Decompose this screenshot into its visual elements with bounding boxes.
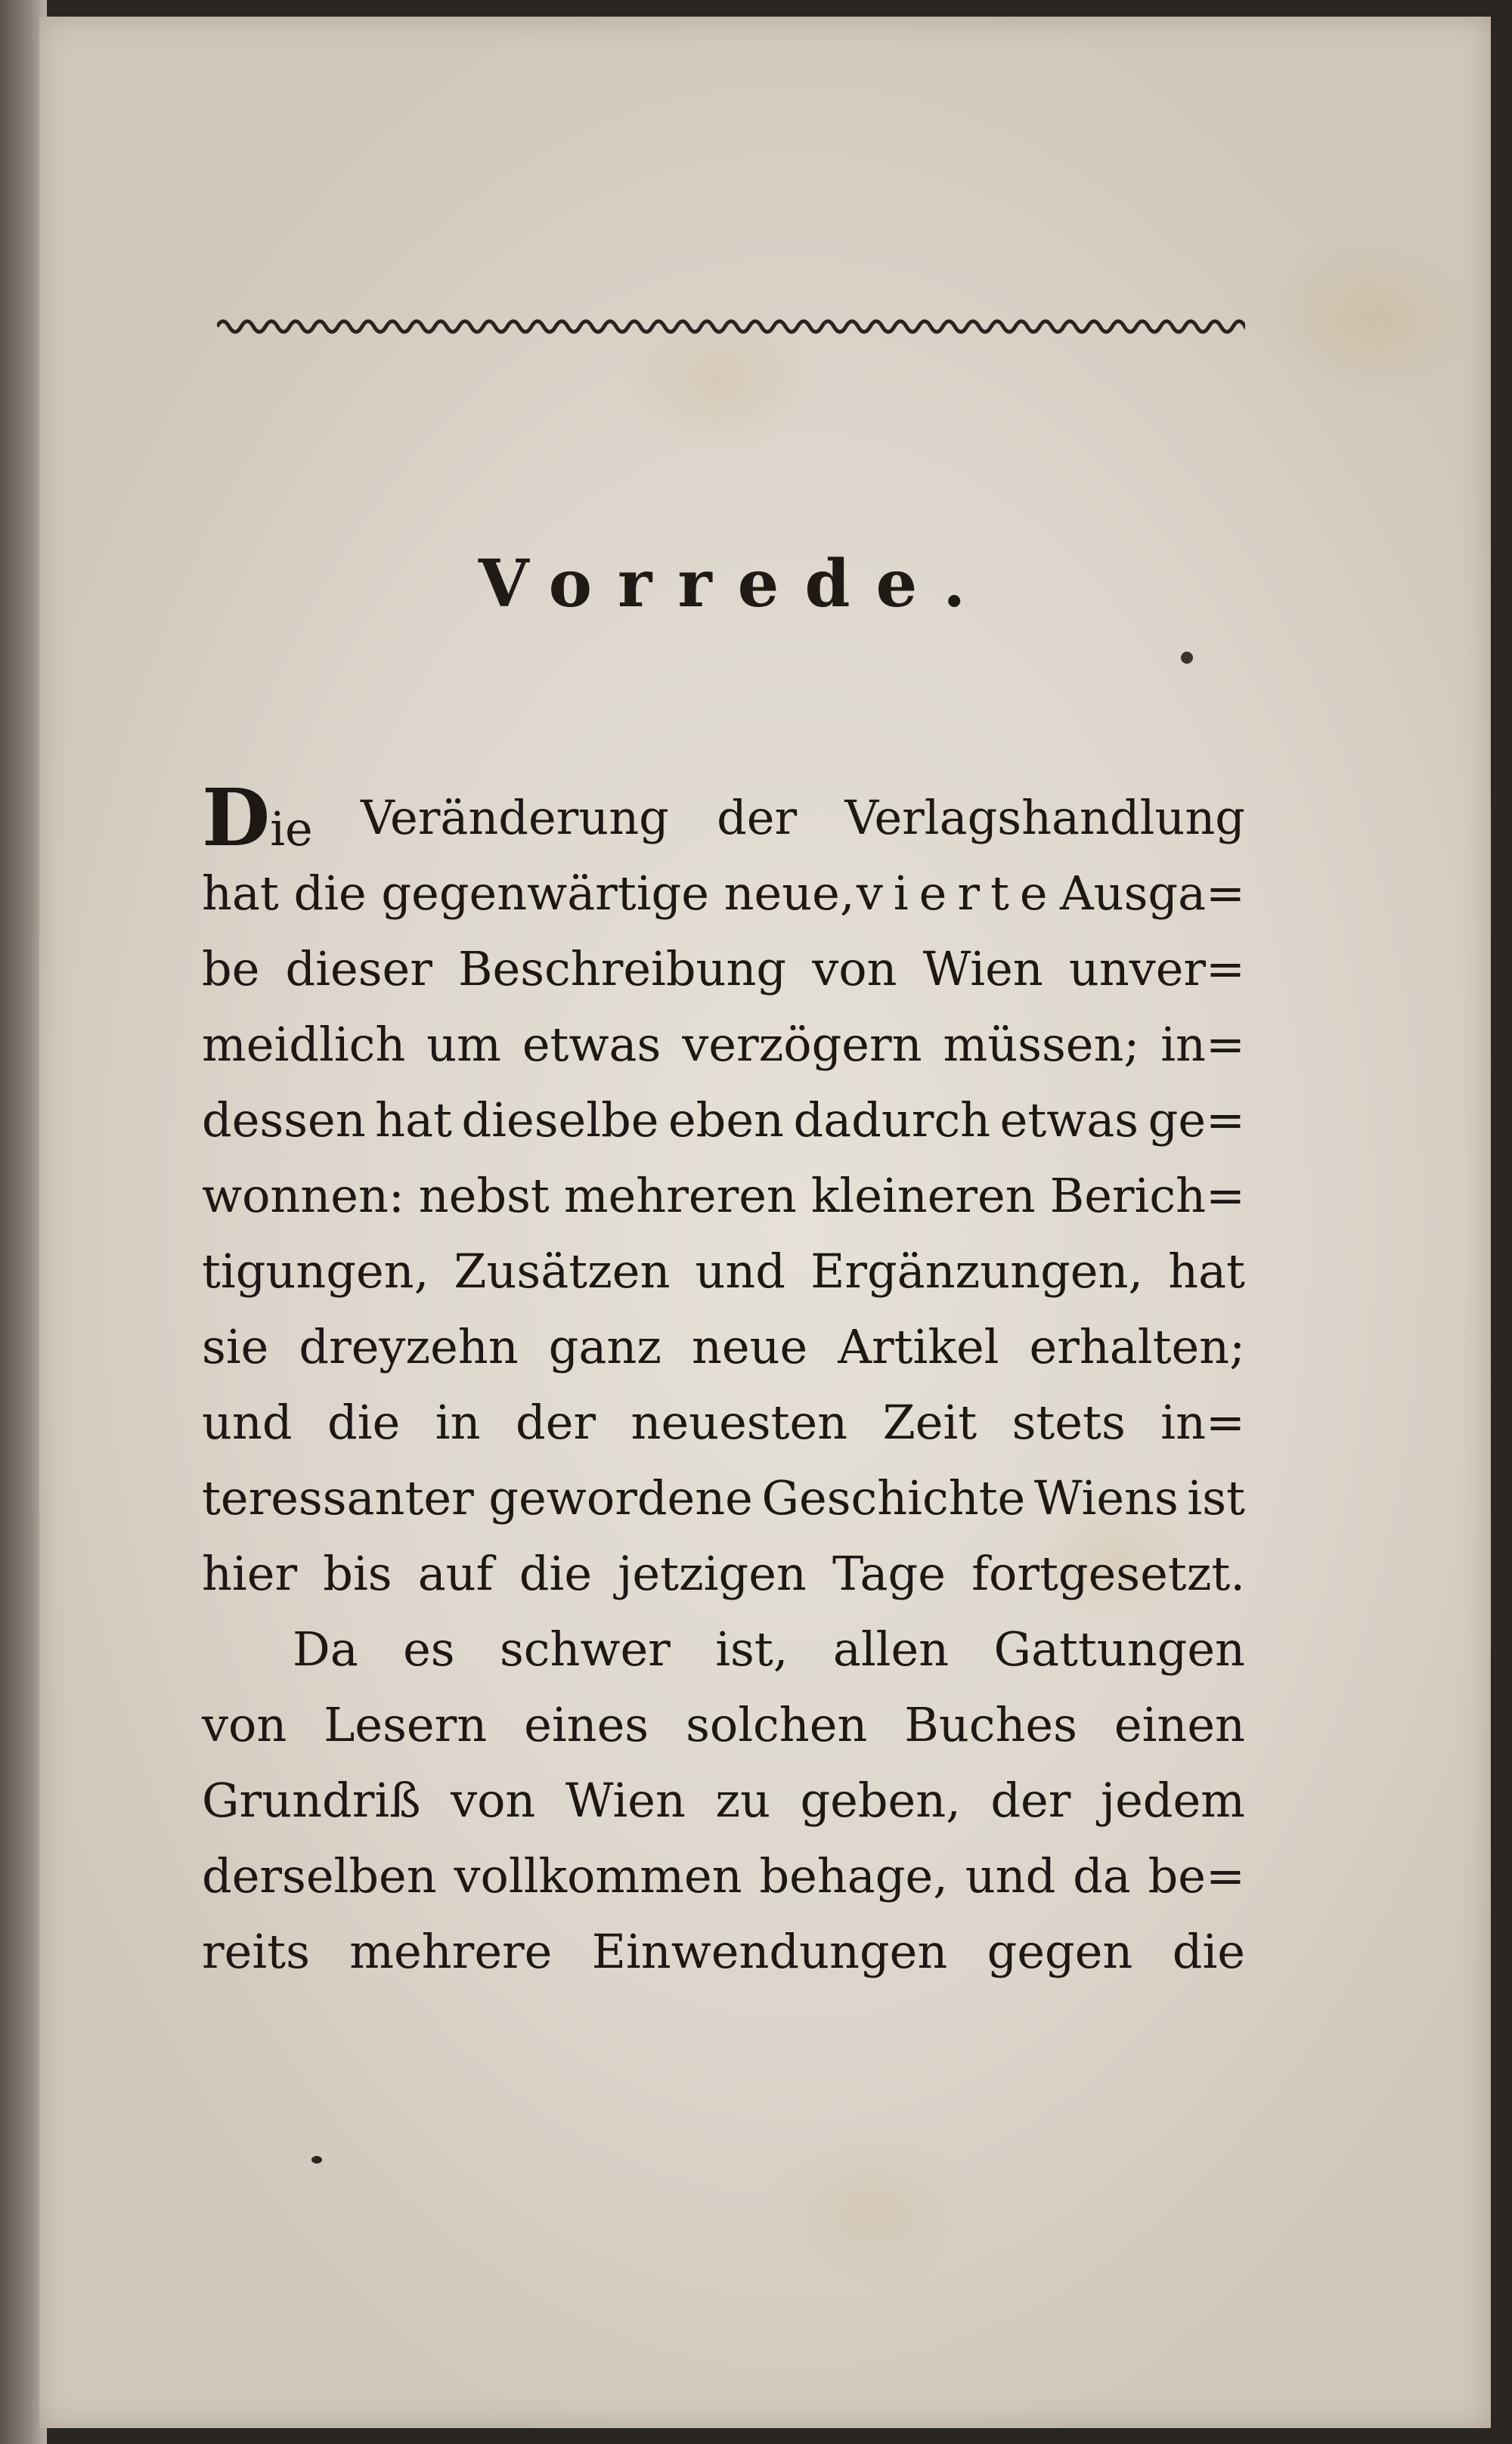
text-line — [202, 1612, 1245, 1687]
word: be — [202, 941, 260, 996]
word: Tage — [832, 1546, 946, 1601]
word: vollkommen — [454, 1848, 742, 1903]
word: solchen — [686, 1697, 868, 1752]
word: fortgesetzt. — [971, 1546, 1245, 1601]
text-line — [202, 1687, 1245, 1763]
word: müssen; — [943, 1017, 1140, 1072]
word: Beschreibung — [457, 941, 787, 996]
word: in= — [1160, 1017, 1245, 1072]
word: von — [812, 941, 897, 996]
word: dieselbe — [461, 1092, 659, 1148]
word: Einwendungen — [591, 1924, 948, 1979]
paper-page — [39, 17, 1491, 2428]
word: jedem — [1100, 1773, 1245, 1828]
word: etwas — [999, 1092, 1139, 1148]
page-title: Vorrede. — [478, 546, 992, 622]
word: dessen — [202, 1092, 366, 1148]
word: stets — [1012, 1395, 1126, 1450]
word: Wien — [565, 1773, 686, 1828]
word: nebst — [418, 1168, 550, 1223]
word: von — [451, 1773, 536, 1828]
word: da — [1073, 1848, 1131, 1903]
word: der — [516, 1395, 596, 1450]
word: erhalten; — [1029, 1319, 1245, 1374]
word: einen — [1114, 1697, 1245, 1752]
word: mehreren — [563, 1168, 797, 1223]
word: dreyzehn — [299, 1319, 519, 1374]
word: be= — [1148, 1848, 1245, 1903]
word: der — [717, 790, 798, 845]
word: Grundriß — [202, 1773, 421, 1828]
ink-speck — [311, 2156, 322, 2164]
text-line — [202, 1763, 1245, 1838]
word: hat — [1168, 1244, 1245, 1299]
text-line — [202, 1838, 1245, 1914]
text-line — [202, 1083, 1245, 1158]
text-line — [202, 1385, 1245, 1461]
word: eben — [668, 1092, 784, 1148]
word: geben, — [800, 1773, 961, 1828]
word: gegen — [987, 1924, 1133, 1979]
paragraph-1 — [202, 771, 1245, 1612]
word: auf — [417, 1546, 494, 1601]
word: die — [519, 1546, 593, 1601]
word: es — [403, 1622, 455, 1677]
text-line — [202, 1007, 1245, 1083]
word: meidlich — [202, 1017, 406, 1072]
word: allen — [832, 1622, 950, 1677]
body-text — [202, 771, 1245, 1990]
word: die — [327, 1395, 401, 1450]
initial-letter: D — [202, 771, 271, 864]
word: Zusätzen — [454, 1244, 671, 1299]
word: dieser — [285, 941, 432, 996]
paragraph-2 — [202, 1612, 1245, 1990]
word: neuesten — [631, 1395, 848, 1450]
word: mehrere — [349, 1924, 553, 1979]
word: Veränderung — [360, 790, 669, 845]
word: reits — [202, 1924, 310, 1979]
word: Ausga= — [1059, 866, 1245, 921]
ink-dot — [1181, 652, 1193, 664]
text-line — [202, 1914, 1245, 1990]
word: um — [426, 1017, 501, 1072]
word: kleineren — [810, 1168, 1036, 1223]
word: in — [435, 1395, 481, 1450]
word: und — [965, 1848, 1056, 1903]
word: ist — [1187, 1470, 1245, 1526]
word: zu — [715, 1773, 771, 1828]
word: in= — [1160, 1395, 1245, 1450]
word: ist, — [715, 1622, 789, 1677]
word: derselben — [202, 1848, 437, 1903]
word: vierte — [856, 866, 1058, 921]
word: neue — [691, 1319, 808, 1374]
text-line — [202, 771, 1245, 864]
word: dadurch — [793, 1092, 991, 1148]
word: ganz — [548, 1319, 662, 1374]
word: Geschichte — [761, 1470, 1026, 1526]
word: bis — [323, 1546, 392, 1601]
text-line — [202, 1158, 1245, 1234]
word: Wien — [922, 941, 1043, 996]
text-line — [202, 1309, 1245, 1385]
word: die — [1172, 1924, 1245, 1979]
text-line — [202, 1234, 1245, 1309]
word: Gattungen — [993, 1622, 1245, 1677]
word: ie — [270, 801, 313, 856]
word: schwer — [499, 1622, 671, 1677]
word: Berich= — [1049, 1168, 1245, 1223]
word: eines — [524, 1697, 649, 1752]
word: wonnen: — [202, 1168, 404, 1223]
word: jetzigen — [618, 1546, 807, 1601]
word: unver= — [1068, 941, 1245, 996]
text-line — [202, 1461, 1245, 1536]
word: hat die gegenwärtige neue, — [202, 866, 855, 921]
word: ge= — [1148, 1092, 1245, 1148]
word: Artikel — [838, 1319, 999, 1374]
wavy-ornament-rule — [217, 311, 1245, 342]
word: Ergänzungen, — [810, 1244, 1144, 1299]
word: Verlagshandlung — [844, 790, 1245, 845]
word: und — [695, 1244, 785, 1299]
word: tigungen, — [202, 1244, 429, 1299]
word: Buches — [904, 1697, 1077, 1752]
word: der — [990, 1773, 1071, 1828]
word: und — [202, 1395, 293, 1450]
word: verzögern — [682, 1017, 922, 1072]
word: hat — [375, 1092, 452, 1148]
word: hier — [202, 1546, 298, 1601]
word: behage, — [759, 1848, 948, 1903]
word: Da — [293, 1622, 358, 1677]
text-line — [202, 856, 1245, 931]
first-word — [202, 771, 313, 864]
word: sie — [202, 1319, 269, 1374]
word: von — [202, 1697, 287, 1752]
word: Wiens — [1033, 1470, 1179, 1526]
word: teressanter gewordene — [202, 1470, 753, 1526]
word: etwas — [522, 1017, 662, 1072]
text-line — [202, 931, 1245, 1007]
text-line — [202, 1536, 1245, 1612]
word: Zeit — [882, 1395, 978, 1450]
word: Lesern — [324, 1697, 488, 1752]
